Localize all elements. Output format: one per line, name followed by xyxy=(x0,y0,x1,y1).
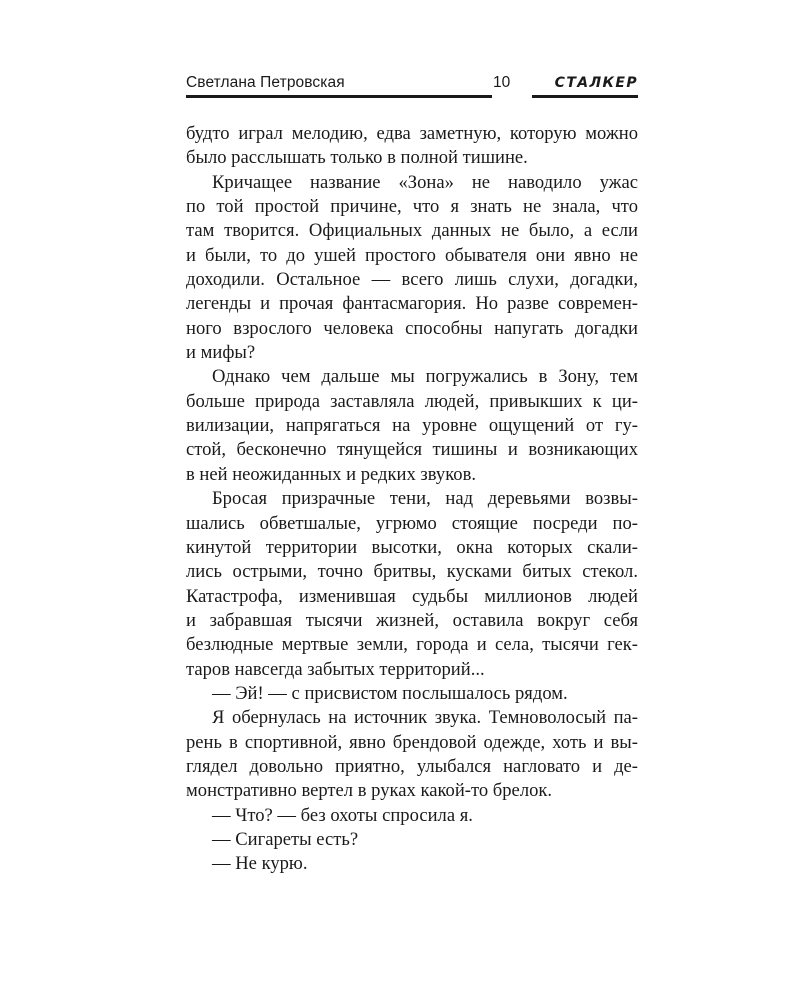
text-line: доходили. Остальное — всего лишь слухи, догадки, xyxy=(186,269,638,291)
header-rule-right xyxy=(532,95,638,98)
text-line: легенды и прочая фантасмагория. Но разве современ- xyxy=(186,293,638,315)
text-line: стой, бесконечно тянущейся тишины и возникающих xyxy=(186,439,638,461)
page-number: 10 xyxy=(493,74,511,91)
text-line: Кричащее название «Зона» не наводило ужас xyxy=(212,171,638,193)
text-line: в ней неожиданных и редких звуков. xyxy=(186,463,477,485)
text-line: кинутой территории высотки, окна которых скали- xyxy=(186,536,638,558)
text-line: — Эй! — с присвистом послышалось рядом. xyxy=(212,682,568,704)
text-line: и мифы? xyxy=(186,342,256,364)
text-line: — Сигареты есть? xyxy=(212,828,359,850)
author-name: Светлана Петровская xyxy=(186,74,345,91)
text-line: вилизации, напрягаться на уровне ощущений от гу- xyxy=(186,415,638,437)
running-header xyxy=(186,72,638,98)
text-line: лись острыми, точно бритвы, кусками битых стекол. xyxy=(186,561,638,583)
text-line: ного взрослого человека способны напугать догадки xyxy=(186,317,638,339)
text-line: Катастрофа, изменившая судьбы миллионов людей xyxy=(186,585,638,607)
text-line: Я обернулась на источник звука. Темноволосый па- xyxy=(212,707,638,729)
text-line: безлюдные мертвые земли, города и села, тысячи гек- xyxy=(186,634,638,656)
text-line: — Что? — без охоты спросила я. xyxy=(212,804,473,826)
text-line: рень в спортивной, явно брендовой одежде, хоть и вы- xyxy=(186,731,638,753)
text-line: было расслышать только в полной тишине. xyxy=(186,147,528,169)
text-line: глядел довольно приятно, улыбался нагловато и де- xyxy=(186,755,638,777)
text-line: по той простой причине, что я знать не знала, что xyxy=(186,196,638,218)
text-line: и забравшая тысячи жизней, оставила вокруг себя xyxy=(186,609,638,631)
header-rule-left xyxy=(186,95,492,98)
series-title: СТАЛКЕР xyxy=(554,75,638,91)
text-line: и были, то до ушей простого обывателя они явно не xyxy=(186,244,638,266)
text-line: таров навсегда забытых территорий... xyxy=(186,658,485,680)
text-line: Бросая призрачные тени, над деревьями возвы- xyxy=(212,488,638,510)
text-line: там творится. Официальных данных не было, а если xyxy=(186,220,638,242)
text-line: больше природа заставляла людей, привыкших к ци- xyxy=(186,390,638,412)
text-line: монстративно вертел в руках какой-то брелок. xyxy=(186,780,553,802)
text-line: — Не курю. xyxy=(212,853,308,875)
text-line: будто играл мелодию, едва заметную, которую можно xyxy=(186,123,638,144)
body-text xyxy=(186,122,638,877)
text-line: шались обветшалые, угрюмо стоящие посреди по- xyxy=(186,512,638,534)
text-line: Однако чем дальше мы погружались в Зону, тем xyxy=(212,366,638,388)
